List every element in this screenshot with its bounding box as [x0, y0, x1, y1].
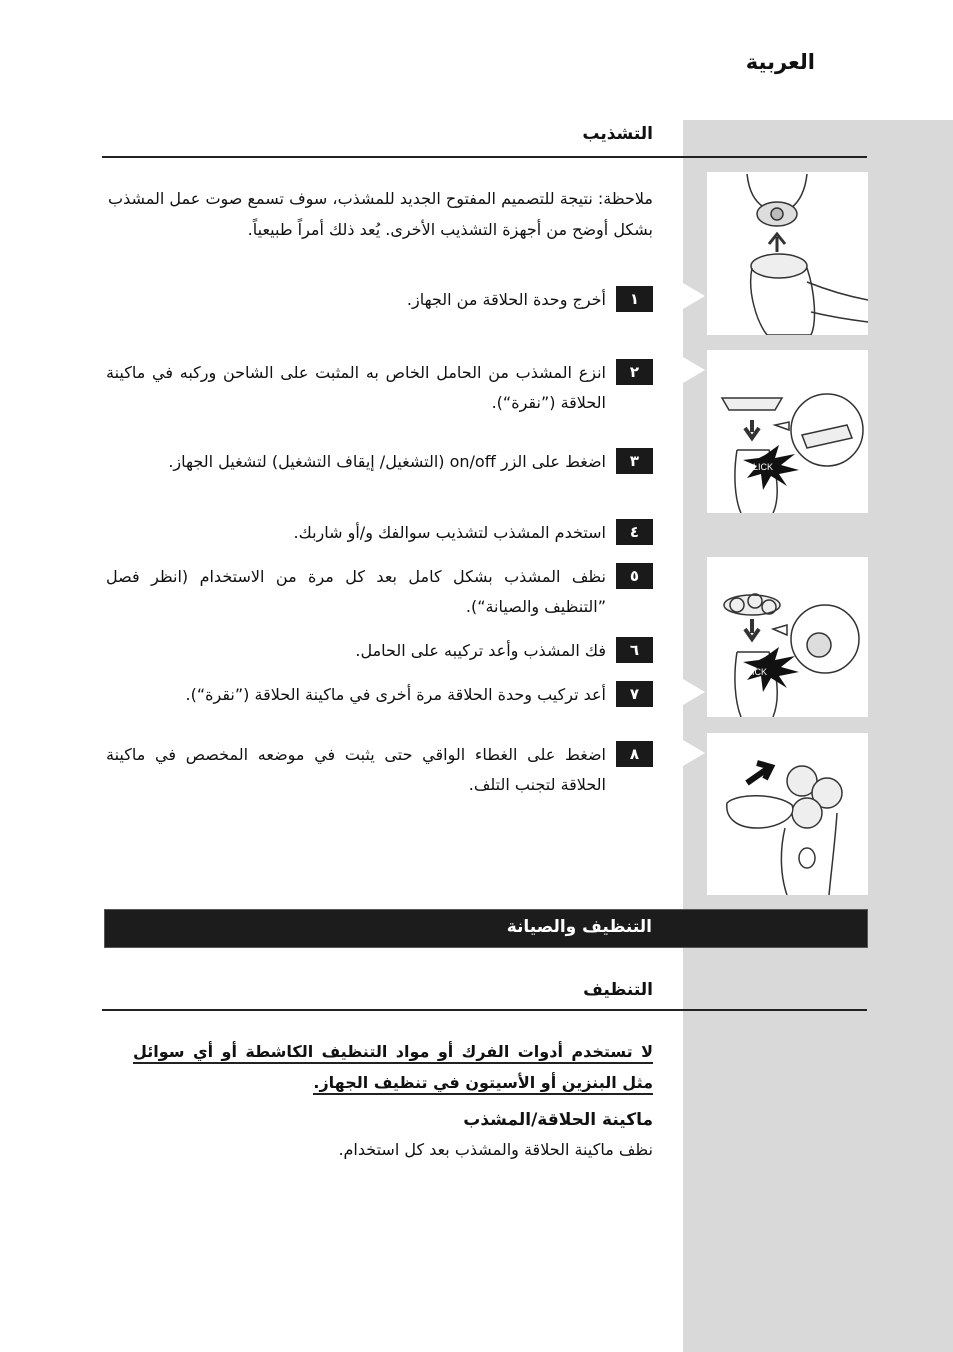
- subsection-title: ماكينة الحلاقة/المشذب: [463, 1110, 653, 1130]
- pointer-arrow: [683, 357, 705, 383]
- pointer-arrow: [683, 679, 705, 705]
- step-3: [106, 447, 653, 477]
- pointer-arrow: [683, 740, 705, 766]
- pointer-arrow: [683, 283, 705, 309]
- illustration-attach-trimmer: [707, 350, 868, 513]
- step-number: ٤: [616, 519, 653, 545]
- shaver-remove-unit-drawing: [707, 172, 868, 335]
- section-band-cleaning-maintenance: [104, 909, 868, 948]
- shaver-reattach-drawing: [707, 557, 868, 717]
- step-text: أعد تركيب وحدة الحلاقة مرة أخرى في ماكينة الحلاقة (”نقرة“).: [185, 685, 606, 704]
- step-number: ٢: [616, 359, 653, 385]
- click-label: CLICK: [740, 667, 767, 677]
- step-number: ٣: [616, 448, 653, 474]
- step-text: اضغط على الزر on/off (التشغيل/ إيقاف التشغيل) لتشغيل الجهاز.: [168, 452, 606, 471]
- step-text: أخرج وحدة الحلاقة من الجهاز.: [406, 290, 606, 309]
- note-text: ملاحظة: نتيجة للتصميم المفتوح الجديد للمشذب، سوف تسمع صوت عمل المشذب بشكل أوضح من أجهزة التشذيب الأخرى. يُعد ذلك أمراً طبيعياً.: [108, 189, 653, 239]
- trimmer-attach-drawing: [707, 350, 868, 513]
- step-4: [294, 518, 653, 548]
- step-number: ٦: [616, 637, 653, 663]
- section-title-trimming: التشذيب: [582, 124, 653, 144]
- language-title: العربية: [745, 50, 815, 74]
- step-number: ٧: [616, 681, 653, 707]
- protection-cap-drawing: [707, 733, 868, 895]
- step-7: [186, 680, 654, 710]
- divider: [102, 156, 867, 158]
- step-number: ٨: [616, 741, 653, 767]
- band-title: التنظيف والصيانة: [506, 917, 652, 937]
- body-text: نظف ماكينة الحلاقة والمشذب بعد كل استخدام.: [338, 1140, 653, 1159]
- warning-text: [133, 1036, 653, 1098]
- illustration-reattach-unit: [707, 557, 868, 717]
- step-6: [355, 636, 653, 666]
- step-text: استخدم المشذب لتشذيب سوالفك و/أو شاربك.: [293, 523, 606, 542]
- step-8: [106, 740, 653, 800]
- step-text: انزع المشذب من الحامل الخاص به المثبت على الشاحن وركبه في ماكينة الحلاقة (”نقرة“).: [106, 363, 606, 412]
- illustration-protection-cap: [707, 733, 868, 895]
- step-number: ١: [616, 286, 653, 312]
- illustration-remove-shaving-unit: [707, 172, 868, 335]
- divider: [102, 1009, 867, 1011]
- step-text: فك المشذب وأعد تركيبه على الحامل.: [355, 641, 606, 660]
- click-label: CLICK: [746, 462, 773, 472]
- step-5: [106, 562, 653, 622]
- warning-line: لا تستخدم أدوات الفرك أو مواد التنظيف الكاشطة أو أي سوائل مثل البنزين أو الأسيتون في تنظيف الجهاز.: [133, 1042, 653, 1095]
- step-number: ٥: [616, 563, 653, 589]
- step-2: [106, 358, 653, 418]
- section-title-cleaning: التنظيف: [583, 980, 653, 1000]
- step-text: اضغط على الغطاء الواقي حتى يثبت في موضعه المخصص في ماكينة الحلاقة لتجنب التلف.: [106, 745, 606, 794]
- step-text: نظف المشذب بشكل كامل بعد كل مرة من الاستخدام (انظر فصل ”التنظيف والصيانة“).: [106, 567, 606, 616]
- step-1: [407, 285, 653, 315]
